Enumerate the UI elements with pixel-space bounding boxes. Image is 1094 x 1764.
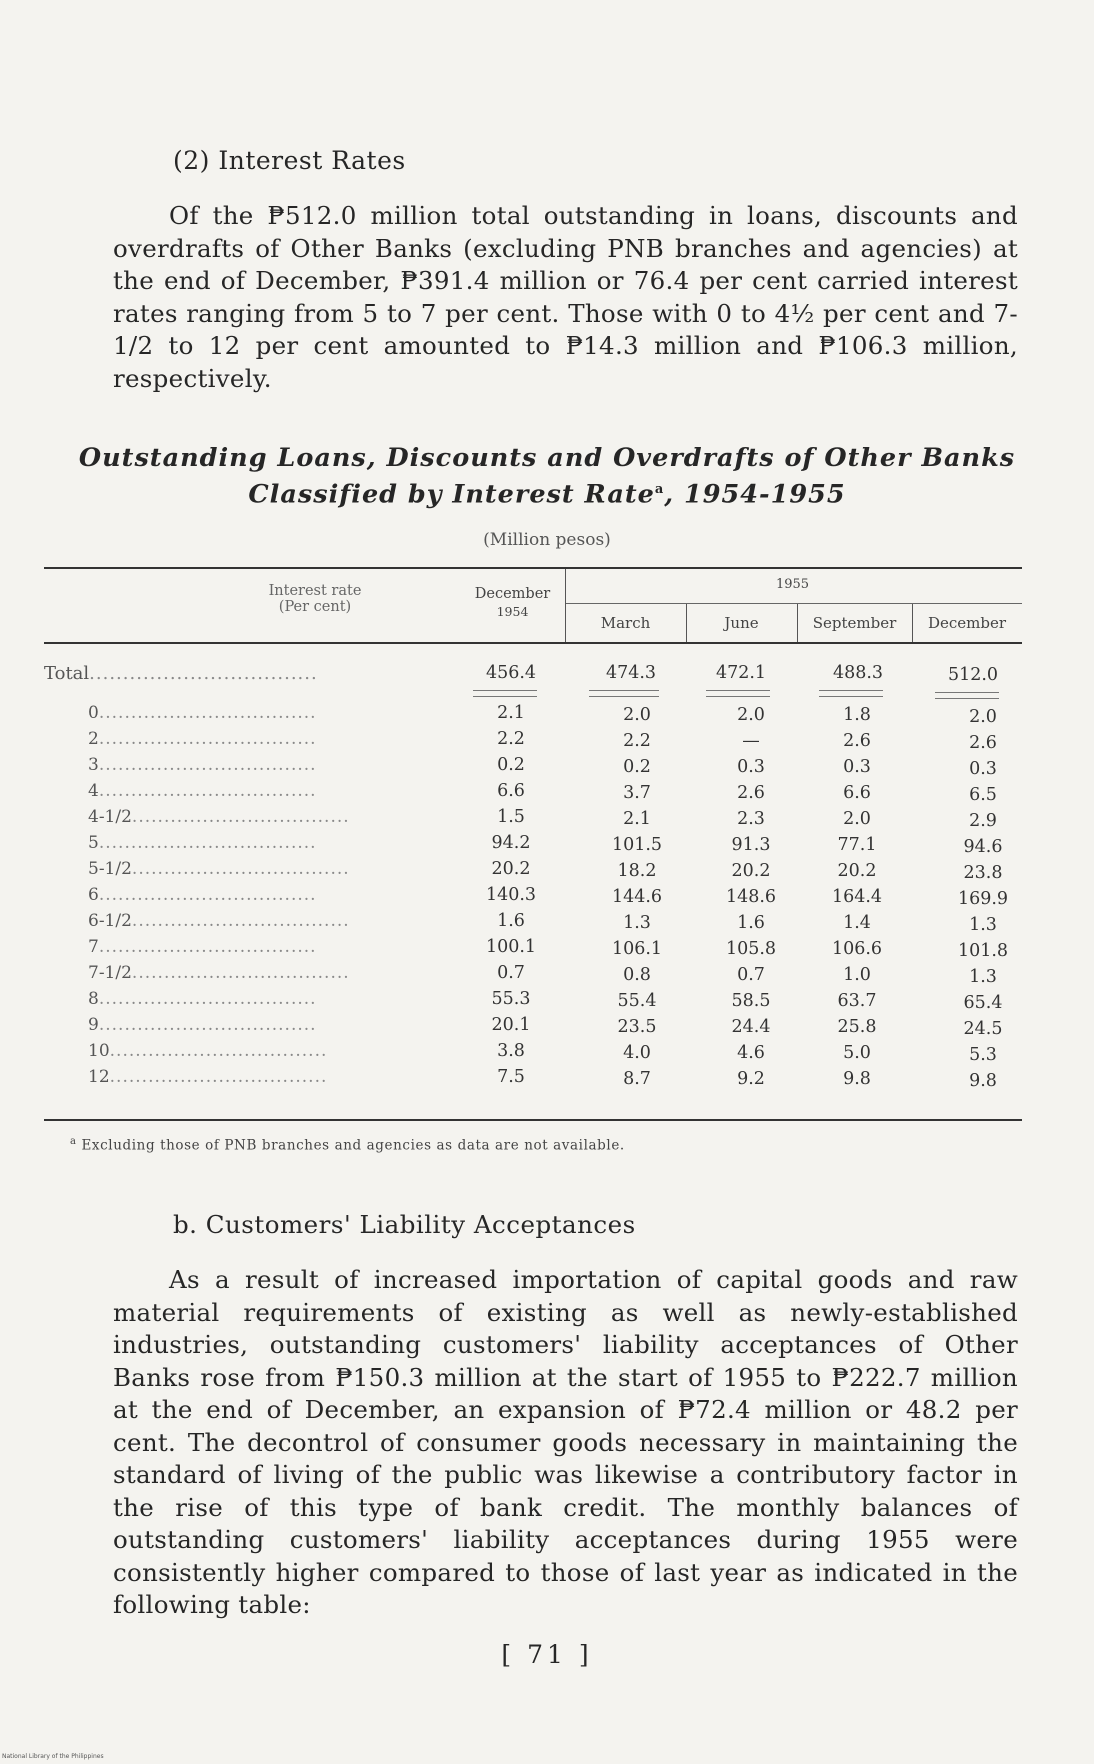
table-cell: 2.6: [969, 733, 997, 753]
table-cell: 5.0: [843, 1043, 871, 1063]
section-heading-acceptances: b. Customers' Liability Acceptances: [173, 1210, 636, 1239]
row-label: [88, 937, 448, 957]
leader-dots: ..................................: [98, 1015, 317, 1035]
table-cell: 1.4: [843, 913, 871, 933]
row-label: [88, 729, 448, 749]
total-label-text: Total: [44, 663, 90, 684]
row-label-text: 2: [88, 729, 99, 749]
table-cell: 58.5: [731, 991, 771, 1011]
section-heading-interest-rates: (2) Interest Rates: [173, 146, 406, 175]
table-title: [60, 443, 1034, 511]
table-cell: 101.5: [611, 835, 663, 855]
row-label-text: 4-1/2: [88, 807, 132, 827]
total-underline: [589, 690, 659, 697]
table-footnote: [70, 1136, 625, 1154]
table-cell: 106.1: [611, 939, 663, 959]
table-cell: 101.8: [957, 941, 1009, 961]
table-cell: 6.6: [843, 783, 871, 803]
row-label: [88, 703, 448, 723]
header-month-march: March: [600, 614, 651, 632]
header-month-december: December: [927, 614, 1007, 632]
row-label-text: 9: [88, 1015, 99, 1035]
paragraph-text: As a result of increased importation of capital goods and raw material requirements of existing as well as newly-established industries, outstanding customers' liability acceptances of Other Banks rose from ₱150.3 million at the start of 1955 to ₱222.7 million at the end of December, an expansion of ₱72.4 million or 48.2 per cent. The decontrol of consumer goods necessary in maintaining the standard of living of the public was likewise a contributory factor in the rise of this type of bank credit. The monthly balances of outstanding customers' liability acceptances during 1955 were consistently higher compared to those of last year as indicated in the following table:: [113, 1265, 1018, 1619]
row-label: [88, 1067, 448, 1087]
header-bottom-rule: [44, 642, 1022, 644]
row-label: [88, 989, 448, 1009]
table-title-footnote-mark: a: [654, 482, 665, 497]
table-cell: 2.6: [843, 731, 871, 751]
table-cell: 0.3: [737, 757, 765, 777]
table-cell: 0.3: [969, 759, 997, 779]
row-label-text: 0: [88, 703, 99, 723]
table-cell: 1.6: [737, 913, 765, 933]
table-title-years: , 1954-1955: [664, 479, 846, 510]
table-cell: 105.8: [725, 939, 777, 959]
table-cell: 9.2: [737, 1069, 765, 1089]
table-cell: 0.2: [497, 755, 525, 775]
total-cell: 512.0: [947, 665, 999, 685]
leader-dots: ..................................: [109, 1067, 328, 1087]
table-cell: 91.3: [731, 835, 771, 855]
table-cell: 1.3: [969, 915, 997, 935]
row-label: [88, 859, 448, 879]
table-cell: 2.0: [737, 705, 765, 725]
footnote-text: Excluding those of PNB branches and agencies as data are not available.: [81, 1137, 625, 1154]
leader-dots: ..................................: [98, 781, 317, 801]
row-label: [88, 1015, 448, 1035]
table-cell: 2.9: [969, 811, 997, 831]
table-cell: 65.4: [963, 993, 1003, 1013]
leader-dots: ..................................: [98, 937, 317, 957]
table-cell: 0.7: [737, 965, 765, 985]
row-label: [88, 781, 448, 801]
table-cell: 2.2: [497, 729, 525, 749]
table-cell: 0.8: [623, 965, 651, 985]
row-label-text: 12: [88, 1067, 110, 1087]
leader-dots: ..................................: [131, 807, 350, 827]
leader-dots: ..................................: [98, 833, 317, 853]
table-cell: 77.1: [837, 835, 877, 855]
leader-dots: ..................................: [131, 963, 350, 983]
row-label-text: 4: [88, 781, 99, 801]
table-cell: 164.4: [831, 887, 883, 907]
row-label: [88, 1041, 448, 1061]
table-top-rule: [44, 567, 1022, 569]
table-cell: 169.9: [957, 889, 1009, 909]
table-cell: 1.3: [623, 913, 651, 933]
table-cell: 140.3: [485, 885, 537, 905]
total-underline: [706, 690, 770, 697]
header-interest-rate-line1: Interest rate: [268, 583, 362, 599]
header-year-1955: 1955: [775, 577, 810, 592]
table-cell: 20.2: [491, 859, 531, 879]
table-cell: 7.5: [497, 1067, 525, 1087]
table-cell: 144.6: [611, 887, 663, 907]
page-number: [ 71 ]: [501, 1640, 593, 1669]
total-underline: [935, 692, 999, 699]
scan-label: National Library of the Philippines: [2, 1753, 104, 1760]
table-cell: —: [742, 731, 760, 751]
table-cell: 24.4: [731, 1017, 771, 1037]
table-cell: 2.6: [737, 783, 765, 803]
table-cell: 2.2: [623, 731, 651, 751]
table-cell: 9.8: [843, 1069, 871, 1089]
total-underline: [819, 690, 883, 697]
table-cell: 55.4: [617, 991, 657, 1011]
total-cell: 474.3: [605, 663, 657, 683]
table-cell: 2.0: [623, 705, 651, 725]
header-december-1954: [450, 585, 575, 621]
leader-dots: ..................................: [131, 911, 350, 931]
table-cell: 20.2: [837, 861, 877, 881]
row-label: [88, 963, 448, 983]
row-label-text: 6: [88, 885, 99, 905]
row-label: [88, 885, 448, 905]
table-cell: 20.2: [731, 861, 771, 881]
table-cell: 94.6: [963, 837, 1003, 857]
table-cell: 148.6: [725, 887, 777, 907]
table-cell: 1.6: [497, 911, 525, 931]
table-title-line2-text: Classified by Interest Rate: [248, 479, 655, 510]
table-cell: 23.5: [617, 1017, 657, 1037]
table-cell: 8.7: [623, 1069, 651, 1089]
row-label: [88, 755, 448, 775]
row-label: [88, 911, 448, 931]
table-cell: 0.2: [623, 757, 651, 777]
table-cell: 6.5: [969, 785, 997, 805]
table-cell: 4.6: [737, 1043, 765, 1063]
leader-dots: ..................................: [131, 859, 350, 879]
footnote-mark: a: [70, 1136, 77, 1147]
table-bottom-rule: [44, 1119, 1022, 1121]
table-cell: 0.3: [843, 757, 871, 777]
row-label-text: 5: [88, 833, 99, 853]
row-label-text: 5-1/2: [88, 859, 132, 879]
table-cell: 100.1: [485, 937, 537, 957]
leader-dots: ..................................: [98, 755, 317, 775]
table-cell: 9.8: [969, 1071, 997, 1091]
paragraph-interest-rates: [113, 200, 1018, 395]
leader-dots: ..................................: [89, 663, 318, 684]
table-cell: 6.6: [497, 781, 525, 801]
table-cell: 24.5: [963, 1019, 1003, 1039]
table-cell: 1.8: [843, 705, 871, 725]
table-cell: 2.0: [969, 707, 997, 727]
row-label-text: 7-1/2: [88, 963, 132, 983]
table-cell: 3.7: [623, 783, 651, 803]
header-month-june: June: [724, 614, 759, 632]
row-label-text: 3: [88, 755, 99, 775]
table-cell: 2.3: [737, 809, 765, 829]
header-interest-rate: [160, 583, 470, 615]
table-title-line2: [60, 474, 1034, 511]
header-interest-rate-line2: (Per cent): [278, 599, 352, 615]
total-label: [44, 663, 404, 684]
table-cell: 1.5: [497, 807, 525, 827]
table-cell: 106.6: [831, 939, 883, 959]
year-group-rule: [565, 603, 1022, 604]
table-units: (Million pesos): [483, 530, 611, 550]
row-label-text: 6-1/2: [88, 911, 132, 931]
table-cell: 0.7: [497, 963, 525, 983]
header-month-september: September: [812, 614, 897, 632]
table-title-line1: Outstanding Loans, Discounts and Overdrafts of Other Banks: [78, 443, 1016, 473]
paragraph-text: Of the ₱512.0 million total outstanding in loans, discounts and overdrafts of Other Banks (excluding PNB branches and agencies) at the end of December, ₱391.4 million or 76.4 per cent carried interest rates ranging from 5 to 7 per cent. Those with 0 to 4½ per cent and 7-1/2 to 12 per cent amounted to ₱14.3 million and ₱106.3 million, respectively.: [113, 201, 1018, 393]
header-december-1954-line2: 1954: [496, 604, 529, 619]
table-cell: 18.2: [617, 861, 657, 881]
table-cell: 2.1: [623, 809, 651, 829]
table-cell: 4.0: [623, 1043, 651, 1063]
table-cell: 3.8: [497, 1041, 525, 1061]
total-underline: [473, 690, 537, 697]
table-cell: 1.3: [969, 967, 997, 987]
leader-dots: ..................................: [98, 729, 317, 749]
row-label: [88, 807, 448, 827]
table-cell: 20.1: [491, 1015, 531, 1035]
leader-dots: ..................................: [98, 885, 317, 905]
header-december-1954-line1: December: [474, 586, 551, 602]
paragraph-acceptances: [113, 1264, 1018, 1622]
total-cell: 456.4: [485, 663, 537, 683]
table-cell: 2.1: [497, 703, 525, 723]
table-cell: 23.8: [963, 863, 1003, 883]
row-label-text: 10: [88, 1041, 110, 1061]
leader-dots: ..................................: [109, 1041, 328, 1061]
table-cell: 25.8: [837, 1017, 877, 1037]
table-cell: 63.7: [837, 991, 877, 1011]
total-cell: 488.3: [832, 663, 884, 683]
leader-dots: ..................................: [98, 703, 317, 723]
table-cell: 2.0: [843, 809, 871, 829]
total-cell: 472.1: [715, 663, 767, 683]
row-label: [88, 833, 448, 853]
table-cell: 94.2: [491, 833, 531, 853]
leader-dots: ..................................: [98, 989, 317, 1009]
table-cell: 5.3: [969, 1045, 997, 1065]
row-label-text: 7: [88, 937, 99, 957]
table-cell: 1.0: [843, 965, 871, 985]
row-label-text: 8: [88, 989, 99, 1009]
table-cell: 55.3: [491, 989, 531, 1009]
